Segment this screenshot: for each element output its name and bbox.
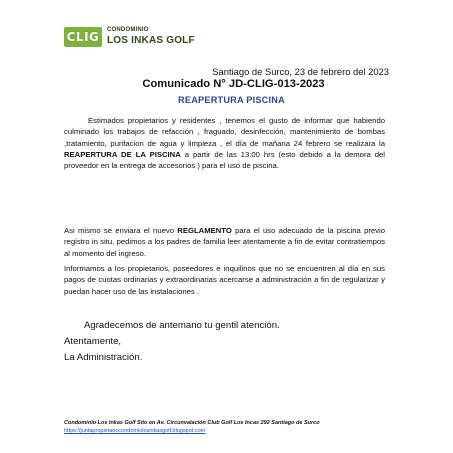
closing-signature: La Administración. bbox=[64, 352, 143, 363]
paragraph-reopening bbox=[64, 115, 385, 171]
paragraph-reglamento bbox=[64, 225, 385, 259]
date-line: Santiago de Surco, 23 de febrero del 2023 bbox=[212, 66, 389, 77]
paragraph-payments: Informamos a los propietarios, poseedores e inquilinos que no se encuentren al día en sus pagos de cuotas ordinarias y extraordinarias acercarse a administración a fin de regularizar y puedan hacer uso de las instalaciones . bbox=[64, 264, 385, 296]
p1-bold: REAPERTURA DE LA PISCINA bbox=[64, 149, 181, 159]
logo-text: CLIG bbox=[66, 30, 100, 44]
closing-thanks: Agradecemos de antemano tu gentil atención. bbox=[84, 320, 280, 331]
p2-text-b: para el uso adecuado de la piscina previo registro in situ, pedimos a los padres de familia leer atentamente a fin de evitar contratiempos al momento del ingreso. bbox=[64, 226, 386, 258]
comunicado-number: Comunicado N° JD-CLIG-013-2023 bbox=[142, 78, 325, 90]
brand-subtitle: CONDOMINIO bbox=[107, 27, 149, 33]
p2-bold: REGLAMENTO bbox=[177, 226, 232, 235]
subject-heading: REAPERTURA PISCINA bbox=[178, 95, 285, 105]
closing-regards: Atentamente, bbox=[64, 336, 122, 347]
condominio-logo bbox=[64, 27, 102, 47]
brand-title: LOS INKAS GOLF bbox=[107, 35, 195, 46]
footer-blog-link[interactable]: https://juntapropietariocondomiolosinkasgolf.blogspot.com bbox=[64, 428, 206, 434]
p2-text-a: Asi mismo se enviara el nuevo bbox=[64, 226, 178, 235]
p1-text-a: Estimados propietarios y residentes , tenemos el gusto de informar que habiendo culminado los trabajos de refacción , fraguado, desinfección, mantenimiento de bombas ,tratamiento, purifacion de agua y limpieza , el día de mañana 24 febrero se realizara la bbox=[64, 116, 385, 148]
p1-text-b: a partir de las 13:00 hrs (esto debido a la demora del proveedor en la entrega de accesorios ) para el uso de piscina. bbox=[64, 149, 385, 171]
footer-address: Condominio Los Inkas Golf Sito en Av. Circunvalación Club Golf Los Incas 292 Santiago de Surco bbox=[64, 420, 320, 426]
